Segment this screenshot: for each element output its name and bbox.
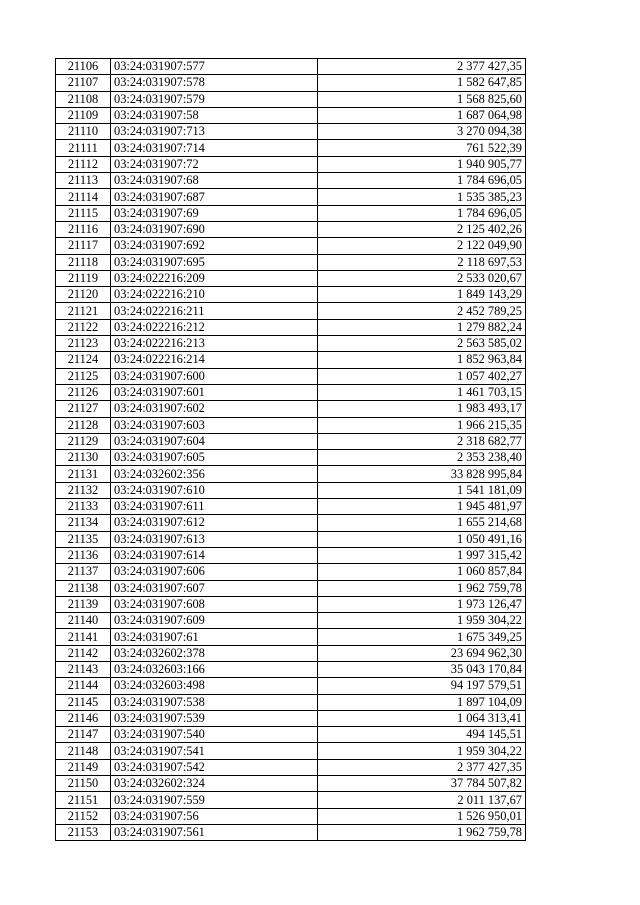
cadastral-value-cell: 1 050 491,16	[318, 531, 526, 547]
row-number-cell: 21108	[56, 91, 111, 107]
row-number-cell: 21138	[56, 580, 111, 596]
row-number-cell: 21113	[56, 173, 111, 189]
table-row	[56, 613, 526, 629]
cadastral-value-cell: 1 279 882,24	[318, 319, 526, 335]
cadastral-number-cell: 03:24:032602:356	[111, 466, 318, 482]
cadastral-number-cell: 03:24:031907:68	[111, 173, 318, 189]
row-number-cell: 21129	[56, 433, 111, 449]
table-row	[56, 352, 526, 368]
table-row	[56, 319, 526, 335]
row-number-cell: 21143	[56, 661, 111, 677]
table-row	[56, 368, 526, 384]
row-number-cell: 21149	[56, 759, 111, 775]
table-row	[56, 401, 526, 417]
cadastral-number-cell: 03:24:031907:542	[111, 759, 318, 775]
row-number-cell: 21147	[56, 727, 111, 743]
cadastral-value-cell: 1 940 905,77	[318, 156, 526, 172]
cadastral-value-cell: 1 784 696,05	[318, 205, 526, 221]
row-number-cell: 21144	[56, 678, 111, 694]
table-row	[56, 531, 526, 547]
cadastral-value-cell: 1 060 857,84	[318, 564, 526, 580]
row-number-cell: 21120	[56, 287, 111, 303]
row-number-cell: 21141	[56, 629, 111, 645]
table-row	[56, 808, 526, 824]
cadastral-value-cell: 2 118 697,53	[318, 254, 526, 270]
cadastral-number-cell: 03:24:031907:690	[111, 221, 318, 237]
table-row	[56, 124, 526, 140]
cadastral-number-cell: 03:24:031907:613	[111, 531, 318, 547]
table-row	[56, 466, 526, 482]
cadastral-value-cell: 494 145,51	[318, 727, 526, 743]
table-row	[56, 254, 526, 270]
row-number-cell: 21131	[56, 466, 111, 482]
cadastral-number-cell: 03:24:031907:713	[111, 124, 318, 140]
row-number-cell: 21122	[56, 319, 111, 335]
table-row	[56, 107, 526, 123]
cadastral-number-cell: 03:24:031907:539	[111, 710, 318, 726]
cadastral-value-cell: 1 849 143,29	[318, 287, 526, 303]
cadastral-number-cell: 03:24:022216:209	[111, 270, 318, 286]
row-number-cell: 21114	[56, 189, 111, 205]
table-row	[56, 596, 526, 612]
cadastral-value-cell: 1 541 181,09	[318, 482, 526, 498]
table-row	[56, 482, 526, 498]
row-number-cell: 21146	[56, 710, 111, 726]
cadastral-value-cell: 33 828 995,84	[318, 466, 526, 482]
table-row	[56, 547, 526, 563]
cadastral-value-cell: 2 563 585,02	[318, 336, 526, 352]
cadastral-value-cell: 1 526 950,01	[318, 808, 526, 824]
row-number-cell: 21109	[56, 107, 111, 123]
cadastral-number-cell: 03:24:031907:578	[111, 75, 318, 91]
row-number-cell: 21140	[56, 613, 111, 629]
row-number-cell: 21133	[56, 499, 111, 515]
cadastral-number-cell: 03:24:031907:609	[111, 613, 318, 629]
table-row	[56, 221, 526, 237]
cadastral-number-cell: 03:24:022216:213	[111, 336, 318, 352]
cadastral-number-cell: 03:24:032602:378	[111, 645, 318, 661]
table-row	[56, 580, 526, 596]
row-number-cell: 21130	[56, 450, 111, 466]
table-row	[56, 645, 526, 661]
cadastral-number-cell: 03:24:031907:608	[111, 596, 318, 612]
cadastral-value-cell: 1 962 759,78	[318, 824, 526, 840]
row-number-cell: 21148	[56, 743, 111, 759]
table-row	[56, 59, 526, 75]
table-row	[56, 140, 526, 156]
cadastral-number-cell: 03:24:031907:559	[111, 792, 318, 808]
cadastral-value-cell: 1 535 385,23	[318, 189, 526, 205]
cadastral-number-cell: 03:24:031907:69	[111, 205, 318, 221]
row-number-cell: 21145	[56, 694, 111, 710]
cadastral-number-cell: 03:24:022216:210	[111, 287, 318, 303]
cadastral-value-cell: 1 973 126,47	[318, 596, 526, 612]
cadastral-number-cell: 03:24:031907:61	[111, 629, 318, 645]
row-number-cell: 21119	[56, 270, 111, 286]
table-row	[56, 205, 526, 221]
cadastral-number-cell: 03:24:031907:610	[111, 482, 318, 498]
row-number-cell: 21142	[56, 645, 111, 661]
cadastral-value-cell: 1 897 104,09	[318, 694, 526, 710]
cadastral-value-cell: 2 452 789,25	[318, 303, 526, 319]
row-number-cell: 21112	[56, 156, 111, 172]
cadastral-value-cell: 2 353 238,40	[318, 450, 526, 466]
cadastral-number-cell: 03:24:031907:538	[111, 694, 318, 710]
table-row	[56, 75, 526, 91]
cadastral-number-cell: 03:24:032603:498	[111, 678, 318, 694]
cadastral-number-cell: 03:24:031907:600	[111, 368, 318, 384]
cadastral-value-cell: 1 959 304,22	[318, 613, 526, 629]
cadastral-number-cell: 03:24:031907:614	[111, 547, 318, 563]
cadastral-number-cell: 03:24:031907:695	[111, 254, 318, 270]
table-row	[56, 499, 526, 515]
table-row	[56, 156, 526, 172]
table-row	[56, 759, 526, 775]
table-row	[56, 270, 526, 286]
cadastral-number-cell: 03:24:031907:540	[111, 727, 318, 743]
cadastral-value-cell: 35 043 170,84	[318, 661, 526, 677]
table-row	[56, 661, 526, 677]
cadastral-value-cell: 2 125 402,26	[318, 221, 526, 237]
row-number-cell: 21128	[56, 417, 111, 433]
table-row	[56, 417, 526, 433]
cadastral-number-cell: 03:24:022216:214	[111, 352, 318, 368]
table-row	[56, 629, 526, 645]
table-body	[56, 59, 526, 841]
cadastral-value-cell: 1 945 481,97	[318, 499, 526, 515]
cadastral-number-cell: 03:24:031907:714	[111, 140, 318, 156]
cadastral-value-cell: 1 852 963,84	[318, 352, 526, 368]
row-number-cell: 21115	[56, 205, 111, 221]
cadastral-value-cell: 1 966 215,35	[318, 417, 526, 433]
cadastral-value-cell: 1 784 696,05	[318, 173, 526, 189]
cadastral-value-cell: 1 983 493,17	[318, 401, 526, 417]
cadastral-value-cell: 1 568 825,60	[318, 91, 526, 107]
table-row	[56, 450, 526, 466]
table-row	[56, 792, 526, 808]
row-number-cell: 21137	[56, 564, 111, 580]
row-number-cell: 21127	[56, 401, 111, 417]
row-number-cell: 21125	[56, 368, 111, 384]
cadastral-number-cell: 03:24:022216:211	[111, 303, 318, 319]
cadastral-value-cell: 2 533 020,67	[318, 270, 526, 286]
row-number-cell: 21107	[56, 75, 111, 91]
row-number-cell: 21117	[56, 238, 111, 254]
cadastral-value-cell: 1 461 703,15	[318, 384, 526, 400]
table-row	[56, 710, 526, 726]
table-row	[56, 743, 526, 759]
table-row	[56, 694, 526, 710]
cadastral-value-cell: 2 377 427,35	[318, 59, 526, 75]
cadastral-value-cell: 94 197 579,51	[318, 678, 526, 694]
table-row	[56, 727, 526, 743]
cadastral-number-cell: 03:24:031907:56	[111, 808, 318, 824]
row-number-cell: 21135	[56, 531, 111, 547]
cadastral-value-cell: 23 694 962,30	[318, 645, 526, 661]
table-row	[56, 336, 526, 352]
table-row	[56, 564, 526, 580]
table-row	[56, 287, 526, 303]
cadastral-value-cell: 1 687 064,98	[318, 107, 526, 123]
row-number-cell: 21110	[56, 124, 111, 140]
cadastral-number-cell: 03:24:031907:605	[111, 450, 318, 466]
cadastral-value-cell: 1 064 313,41	[318, 710, 526, 726]
cadastral-number-cell: 03:24:031907:72	[111, 156, 318, 172]
cadastral-number-cell: 03:24:032603:166	[111, 661, 318, 677]
cadastral-value-cell: 2 011 137,67	[318, 792, 526, 808]
cadastral-value-cell: 1 675 349,25	[318, 629, 526, 645]
row-number-cell: 21150	[56, 776, 111, 792]
cadastral-number-cell: 03:24:031907:611	[111, 499, 318, 515]
cadastral-value-cell: 1 997 315,42	[318, 547, 526, 563]
table-row	[56, 189, 526, 205]
cadastral-number-cell: 03:24:022216:212	[111, 319, 318, 335]
row-number-cell: 21134	[56, 515, 111, 531]
cadastral-number-cell: 03:24:031907:602	[111, 401, 318, 417]
row-number-cell: 21126	[56, 384, 111, 400]
cadastral-value-table	[55, 58, 526, 841]
cadastral-number-cell: 03:24:031907:606	[111, 564, 318, 580]
row-number-cell: 21153	[56, 824, 111, 840]
row-number-cell: 21106	[56, 59, 111, 75]
table-row	[56, 91, 526, 107]
row-number-cell: 21121	[56, 303, 111, 319]
cadastral-number-cell: 03:24:031907:612	[111, 515, 318, 531]
row-number-cell: 21116	[56, 221, 111, 237]
row-number-cell: 21124	[56, 352, 111, 368]
cadastral-value-cell: 37 784 507,82	[318, 776, 526, 792]
table-row	[56, 303, 526, 319]
cadastral-value-cell: 1 057 402,27	[318, 368, 526, 384]
cadastral-value-cell: 1 962 759,78	[318, 580, 526, 596]
cadastral-value-cell: 761 522,39	[318, 140, 526, 156]
table-row	[56, 384, 526, 400]
cadastral-number-cell: 03:24:031907:541	[111, 743, 318, 759]
table-row	[56, 238, 526, 254]
table-row	[56, 173, 526, 189]
row-number-cell: 21132	[56, 482, 111, 498]
cadastral-value-cell: 2 318 682,77	[318, 433, 526, 449]
table-row	[56, 824, 526, 840]
cadastral-value-cell: 1 959 304,22	[318, 743, 526, 759]
table-row	[56, 776, 526, 792]
cadastral-number-cell: 03:24:031907:687	[111, 189, 318, 205]
cadastral-number-cell: 03:24:031907:579	[111, 91, 318, 107]
cadastral-number-cell: 03:24:031907:577	[111, 59, 318, 75]
cadastral-value-cell: 3 270 094,38	[318, 124, 526, 140]
cadastral-number-cell: 03:24:031907:601	[111, 384, 318, 400]
cadastral-number-cell: 03:24:031907:692	[111, 238, 318, 254]
cadastral-number-cell: 03:24:031907:603	[111, 417, 318, 433]
row-number-cell: 21136	[56, 547, 111, 563]
row-number-cell: 21139	[56, 596, 111, 612]
row-number-cell: 21123	[56, 336, 111, 352]
cadastral-value-cell: 1 655 214,68	[318, 515, 526, 531]
table-row	[56, 515, 526, 531]
table-row	[56, 678, 526, 694]
cadastral-number-cell: 03:24:031907:607	[111, 580, 318, 596]
cadastral-number-cell: 03:24:031907:561	[111, 824, 318, 840]
row-number-cell: 21118	[56, 254, 111, 270]
row-number-cell: 21152	[56, 808, 111, 824]
cadastral-value-cell: 1 582 647,85	[318, 75, 526, 91]
table-row	[56, 433, 526, 449]
cadastral-number-cell: 03:24:032602:324	[111, 776, 318, 792]
cadastral-number-cell: 03:24:031907:604	[111, 433, 318, 449]
cadastral-value-cell: 2 377 427,35	[318, 759, 526, 775]
cadastral-value-cell: 2 122 049,90	[318, 238, 526, 254]
cadastral-number-cell: 03:24:031907:58	[111, 107, 318, 123]
row-number-cell: 21111	[56, 140, 111, 156]
row-number-cell: 21151	[56, 792, 111, 808]
